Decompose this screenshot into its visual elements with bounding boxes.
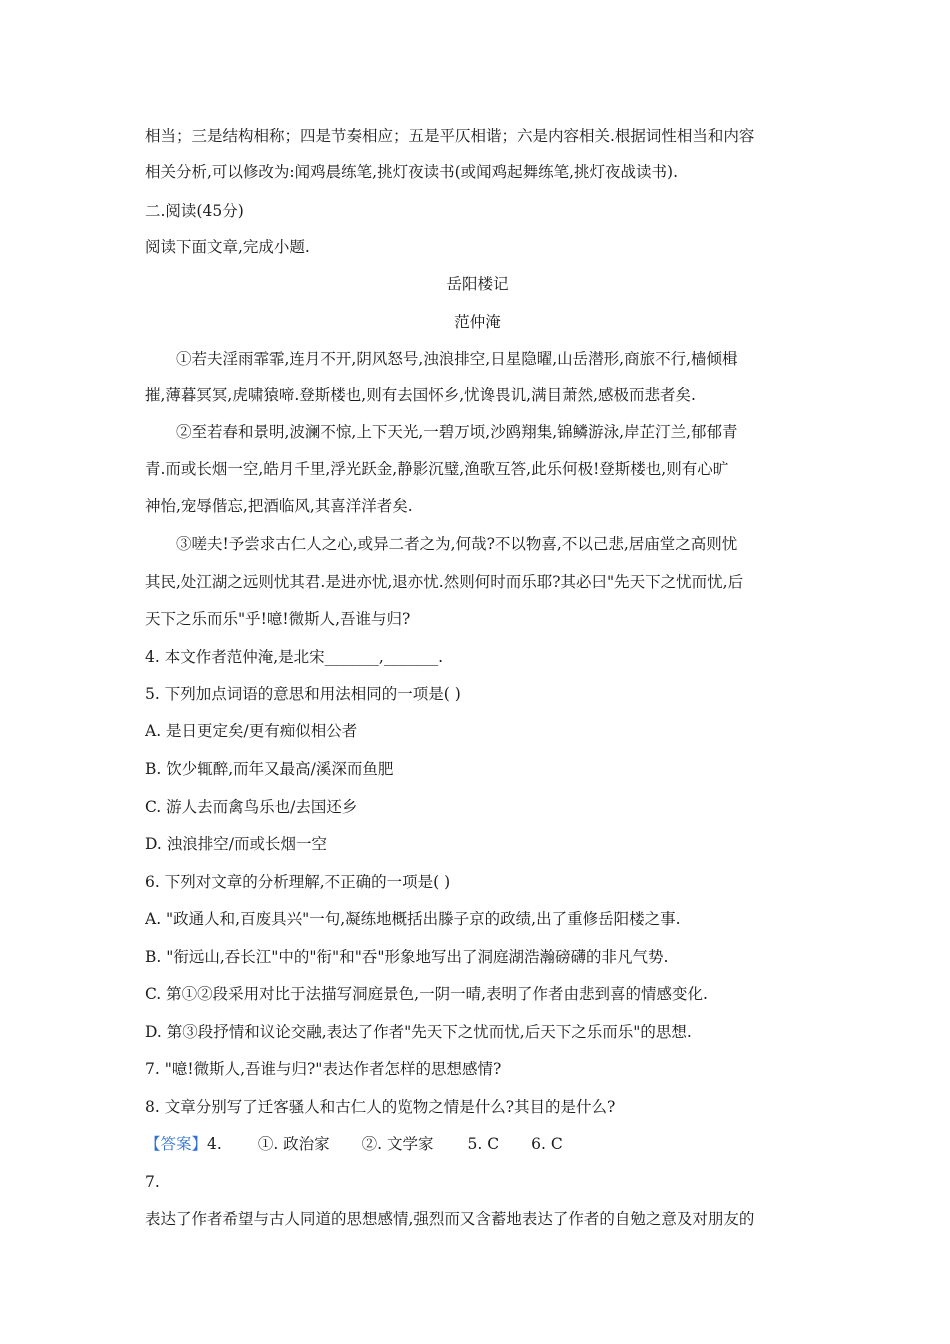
answer-7-number: 7. xyxy=(145,1173,160,1191)
question-6-option-b: B. "衔远山,吞长江"中的"衔"和"吞"形象地写出了洞庭湖浩瀚磅礴的非凡气势. xyxy=(145,948,669,966)
question-8: 8. 文章分别写了迁客骚人和古仁人的览物之情是什么?其目的是什么? xyxy=(145,1098,616,1116)
question-5-option-d: D. 浊浪排空/而或长烟一空 xyxy=(145,835,327,853)
question-5-option-a: A. 是日更定矣/更有痴似相公者 xyxy=(145,722,358,740)
intro-line-1: 相当；三是结构相称；四是节奏相应；五是平仄相谐；六是内容相关.根据词性相当和内容 xyxy=(145,127,755,145)
paragraph-3-line-2: 其民,处江湖之远则忧其君.是进亦忧,退亦忧.然则何时而乐耶?其必曰"先天下之忧而忧,后 xyxy=(145,573,744,591)
question-5-option-c: C. 游人去而禽鸟乐也/去国还乡 xyxy=(145,798,358,816)
question-4: 4. 本文作者范仲淹,是北宋_______,_______. xyxy=(145,648,443,666)
question-6-option-a: A. "政通人和,百废具兴"一句,凝练地概括出滕子京的政绩,出了重修岳阳楼之事. xyxy=(145,910,681,928)
section-heading: 二.阅读(45分) xyxy=(145,202,244,220)
answer-4-number: 4. xyxy=(207,1135,222,1153)
answer-7-text: 表达了作者希望与古人同道的思想感情,强烈而又含蓄地表达了作者的自勉之意及对朋友的 xyxy=(145,1210,755,1228)
paragraph-3-line-3: 天下之乐而乐"乎!噫!微斯人,吾谁与归? xyxy=(145,610,411,628)
paragraph-1-line-1: ①若夫淫雨霏霏,连月不开,阴风怒号,浊浪排空,日星隐曜,山岳潜形,商旅不行,樯倾楫 xyxy=(176,350,738,368)
section-instruction: 阅读下面文章,完成小题. xyxy=(145,238,310,256)
paragraph-2-line-1: ②至若春和景明,波澜不惊,上下天光,一碧万顷,沙鸥翔集,锦鳞游泳,岸芷汀兰,郁郁青 xyxy=(176,423,738,441)
article-title: 岳阳楼记 xyxy=(446,275,509,293)
question-5-option-b: B. 饮少辄醉,而年又最高/溪深而鱼肥 xyxy=(145,760,394,778)
question-6: 6. 下列对文章的分析理解,不正确的一项是( ) xyxy=(145,873,451,891)
question-6-option-d: D. 第③段抒情和议论交融,表达了作者"先天下之忧而忧,后天下之乐而乐"的思想. xyxy=(145,1023,692,1041)
answer-5: 5. C xyxy=(467,1135,500,1153)
paragraph-1-line-2: 摧,薄暮冥冥,虎啸猿啼.登斯楼也,则有去国怀乡,忧谗畏讥,满目萧然,感极而悲者矣. xyxy=(145,386,696,404)
question-6-option-c: C. 第①②段采用对比于法描写洞庭景色,一阴一晴,表明了作者由悲到喜的情感变化. xyxy=(145,985,708,1003)
answer-tag: 【答案】 xyxy=(145,1135,208,1153)
paragraph-2-line-3: 神怡,宠辱偕忘,把酒临风,其喜洋洋者矣. xyxy=(145,497,413,515)
question-5: 5. 下列加点词语的意思和用法相同的一项是( ) xyxy=(145,685,461,703)
paragraph-2-line-2: 青.而或长烟一空,皓月千里,浮光跃金,静影沉璧,渔歌互答,此乐何极!登斯楼也,则有心旷 xyxy=(145,460,729,478)
answer-6: 6. C xyxy=(531,1135,563,1153)
paragraph-3-line-1: ③嗟夫!予尝求古仁人之心,或异二者之为,何哉?不以物喜,不以己悲,居庙堂之高则忧 xyxy=(176,535,738,553)
answer-line xyxy=(145,1134,810,1154)
question-7: 7. "噫!微斯人,吾谁与归?"表达作者怎样的思想感情? xyxy=(145,1060,502,1078)
article-author: 范仲淹 xyxy=(454,313,501,331)
answer-4-part-2: ②. 文学家 xyxy=(361,1135,434,1153)
intro-line-2: 相关分析,可以修改为:闻鸡晨练笔,挑灯夜读书(或闻鸡起舞练笔,挑灯夜战读书). xyxy=(145,163,679,181)
answer-4-part-1: ①. 政治家 xyxy=(257,1135,330,1153)
